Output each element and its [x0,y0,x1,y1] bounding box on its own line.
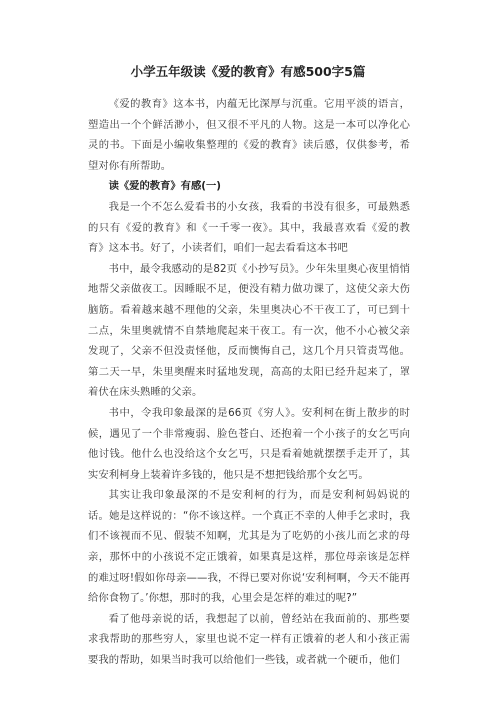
body-paragraph: 我是一个不怎么爱看书的小女孩，我看的书没有很多，可最熟悉的只有《爱的教育》和《一千零一夜》。其中，我最喜欢看《爱的教育》这本书。好了，小读者们，咱们一起去看看这本书吧 [88,200,410,255]
body-paragraph: 书中，令我印象最深的是66页《穷人》。安利柯在街上散步的时候，遇见了一个非常瘦弱、脸色苍白、还抱着一个小孩子的女乞丐向他讨钱。他什么也没给这个女乞丐，只是看着她就摆摆手走开了，其实安利柯身上装着许多钱的，他只是不想把钱给那个女乞丐。 [88,406,410,481]
body-paragraph: 看了他母亲说的话，我想起了以前，曾经站在我面前的、那些要求我帮助的那些穷人，家里也说不定一样有正饿着的老人和小孩正需要我的帮助，如果当时我可以给他们一些钱，或者就一个硬币，他们 [88,612,410,667]
body-paragraph: 其实让我印象最深的不是安利柯的行为，而是安利柯妈妈说的话。她是这样说的：“你不该这样。一个真正不幸的人伸手乞求时，我们不该视而不见、假装不知啊，尤其是为了吃奶的小孩儿而乞求的母亲，那怀中的小孩说不定正饿着，如果真是这样，那位母亲该是怎样的难过呀!假如你母亲——我，不得已要对你说‘安利柯啊，今天不能再给你食物了。’你想，那时的我，心里会是怎样的难过的呢?” [88,489,410,605]
document-title: 小学五年级读《爱的教育》有感500字5篇 [130,64,366,79]
intro-paragraph: 《爱的教育》这本书，内蕴无比深厚与沉重。它用平淡的语言，塑造出一个个鲜活渺小，但又很不平凡的人物。这是一本可以净化心灵的书。下面是小编收集整理的《爱的教育》读后感，仅供参考，希望对你有所帮助。 [88,98,410,172]
document-body [88,94,410,671]
body-paragraph: 书中，最令我感动的是82页《小抄写员》。少年朱里奥心夜里悄悄地帮父亲做夜工。因睡眠不足，便没有精力做功课了，这使父亲大伤脑筋。看着越来越不理他的父亲，朱里奥决心不干夜工了，可已到十二点，朱里奥就情不自禁地爬起来干夜工。有一次，他不小心被父亲发现了，父亲不但没责怪他，反而懊悔自己，这几个月只管责骂他。第二天一早，朱里奥醒来时猛地发现，高高的太阳已经升起来了，罩着伏在床头熟睡的父亲。 [88,262,410,399]
section-heading: 读《爱的教育》有感(一) [108,180,221,193]
